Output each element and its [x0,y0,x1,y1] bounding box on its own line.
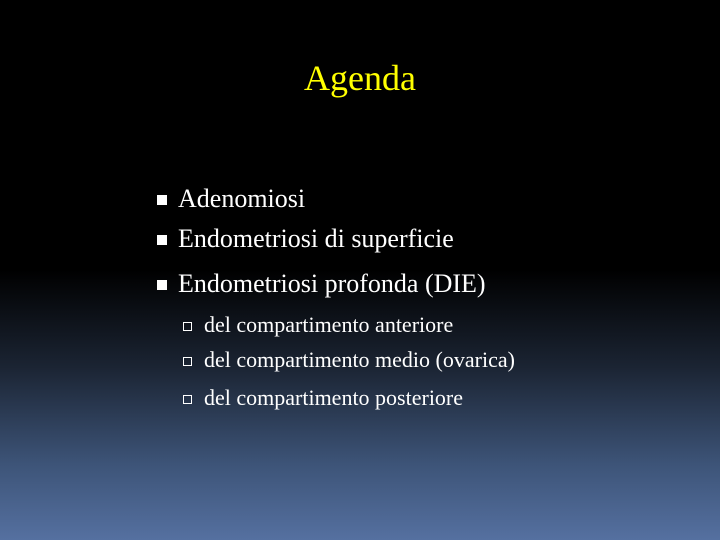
bullet-label: Adenomiosi [178,184,306,213]
sub-bullet-label: del compartimento posteriore [204,385,464,410]
sub-bullet-label: del compartimento anteriore [204,312,454,337]
slide-title: Agenda [304,58,416,98]
sub-bullet-item [183,311,453,339]
hollow-square-bullet-icon [183,357,192,366]
square-bullet-icon [157,235,167,245]
hollow-square-bullet-icon [183,322,192,331]
bullet-label: Endometriosi profonda (DIE) [178,269,486,298]
sub-bullet-label: del compartimento medio (ovarica) [204,347,515,372]
square-bullet-icon [157,280,167,290]
bullet-item [157,223,454,255]
bullet-item [157,268,486,300]
bullet-item [157,183,305,215]
sub-bullet-item [183,346,515,374]
square-bullet-icon [157,195,167,205]
hollow-square-bullet-icon [183,395,192,404]
sub-bullet-item [183,384,463,412]
bullet-label: Endometriosi di superficie [178,224,454,253]
